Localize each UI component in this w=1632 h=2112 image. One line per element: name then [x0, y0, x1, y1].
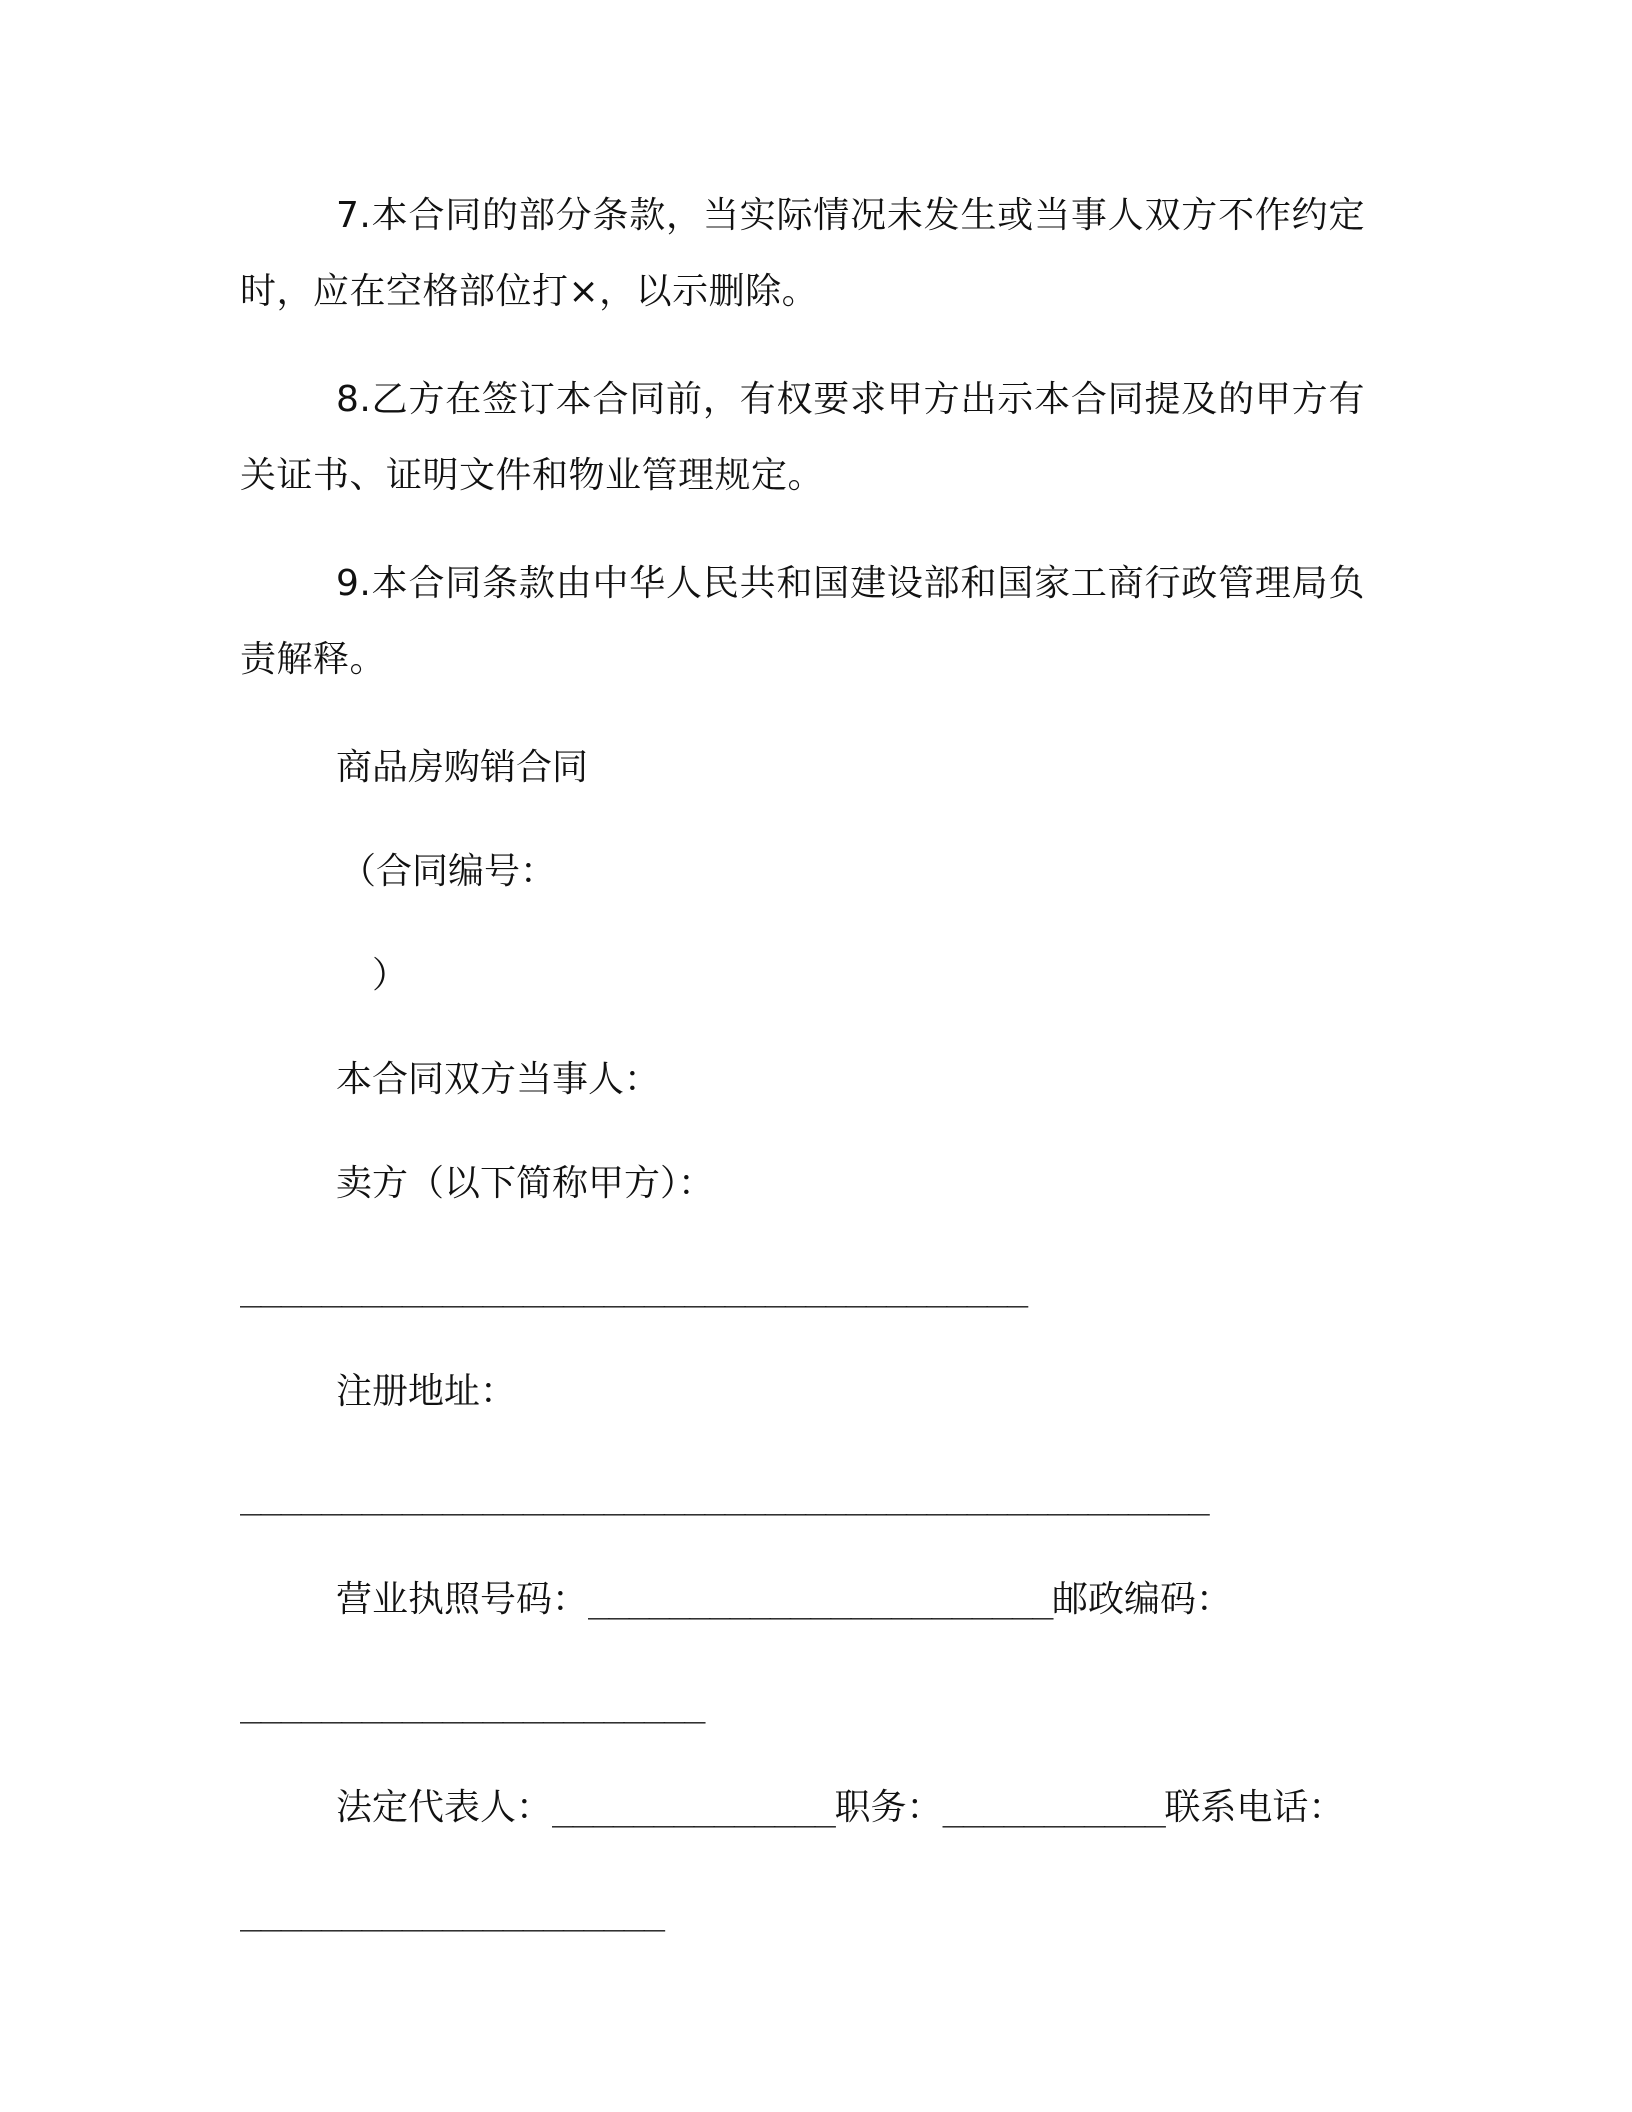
legal-rep-label: 法定代表人：	[336, 1787, 553, 1828]
contract-title: 商品房购销合同	[336, 747, 589, 788]
postcode-blank-row	[240, 1666, 1365, 1742]
seller-blank-line: _______________________________________	[240, 1267, 1027, 1308]
contract-number-open: （合同编号：	[340, 851, 557, 892]
clause-8: 8.乙方在签订本合同前，有权要求甲方出示本合同提及的甲方有关证书、证明文件和物业管理规定。	[240, 379, 1365, 496]
phone-blank-line: _____________________	[240, 1891, 664, 1932]
license-blank-line: _______________________	[588, 1579, 1053, 1620]
address-blank-row	[240, 1458, 1365, 1534]
postcode-label: 邮政编码：	[1052, 1579, 1233, 1620]
address-blank-line: ________________________________________________	[240, 1475, 1209, 1516]
parties-heading: 本合同双方当事人：	[336, 1059, 661, 1100]
contract-number-close: ）	[372, 955, 409, 996]
document-body	[240, 178, 1365, 1978]
clause-9: 9.本合同条款由中华人民共和国建设部和国家工商行政管理局负责解释。	[240, 563, 1365, 680]
legal-rep-blank-line: ______________	[552, 1787, 835, 1828]
license-row	[240, 1562, 1365, 1638]
postcode-blank-line: _______________________	[240, 1683, 704, 1724]
seller-label: 卖方（以下简称甲方）：	[336, 1163, 715, 1204]
position-label: 职务：	[834, 1787, 943, 1828]
clause-7: 7.本合同的部分条款，当实际情况未发生或当事人双方不作约定时，应在空格部位打×，以示删除。	[240, 195, 1365, 312]
position-blank-line: ___________	[942, 1787, 1165, 1828]
seller-name-blank	[240, 1250, 1365, 1326]
address-label: 注册地址：	[336, 1371, 517, 1412]
license-label: 营业执照号码：	[336, 1579, 589, 1620]
legal-rep-row	[240, 1770, 1365, 1846]
phone-label: 联系电话：	[1164, 1787, 1345, 1828]
phone-blank-row	[240, 1874, 1365, 1950]
